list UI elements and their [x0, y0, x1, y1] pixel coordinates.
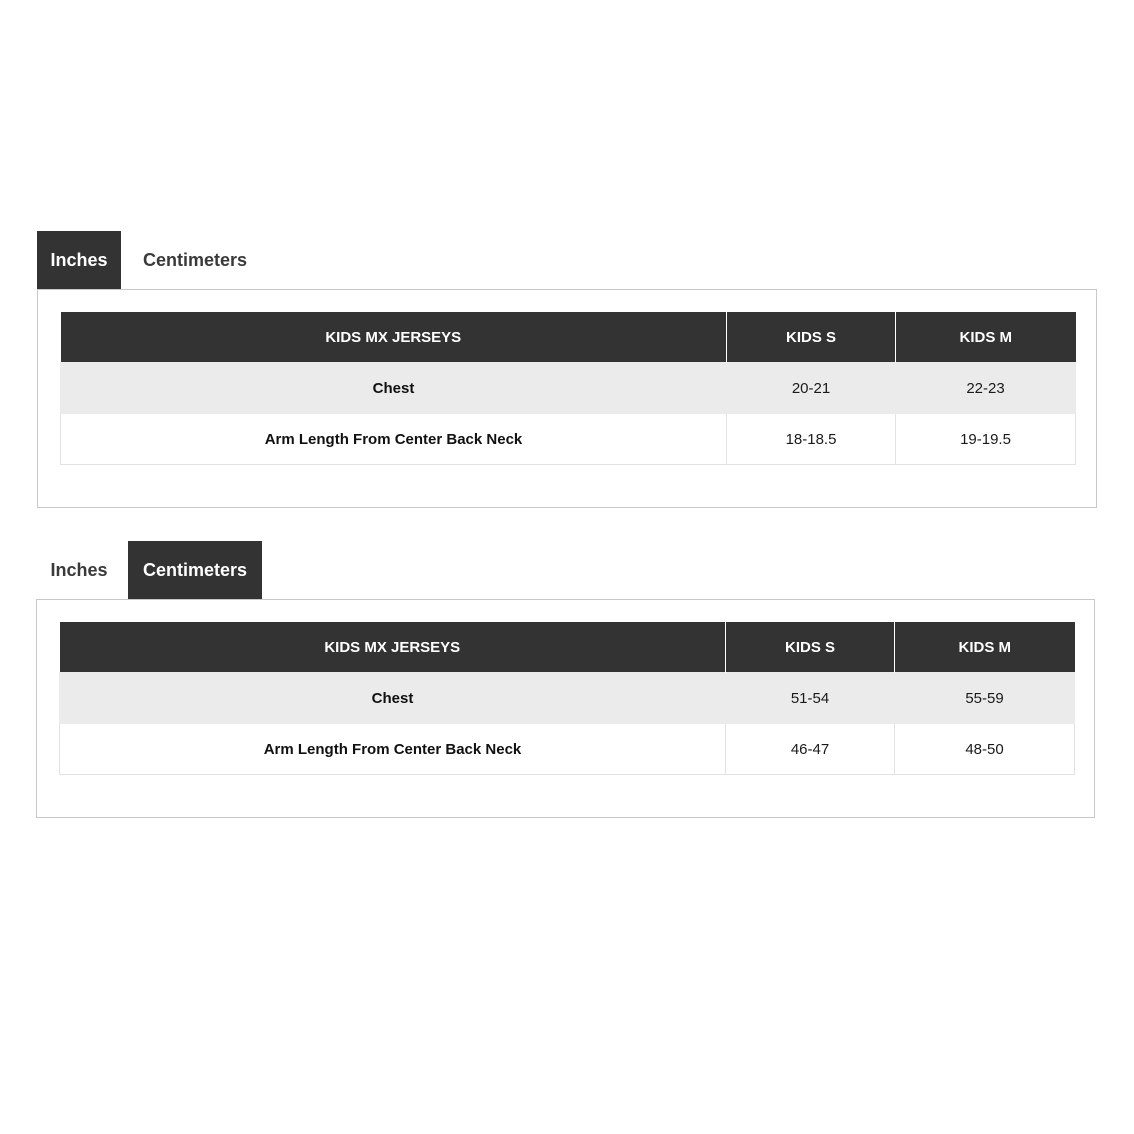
table-cell: 22-23: [896, 363, 1076, 414]
table-row: [60, 724, 1075, 775]
table-cell: 18-18.5: [727, 414, 896, 465]
table-cell: 20-21: [727, 363, 896, 414]
table-row: [61, 363, 1076, 414]
table-cell: 19-19.5: [896, 414, 1076, 465]
table-row: [60, 673, 1075, 724]
column-header-kids-s: KIDS S: [726, 622, 895, 673]
row-label-arm-length: Arm Length From Center Back Neck: [61, 414, 727, 465]
tab-centimeters[interactable]: Centimeters: [142, 250, 248, 270]
row-label-arm-length: Arm Length From Center Back Neck: [60, 724, 726, 775]
tab-centimeters[interactable]: Centimeters: [128, 541, 262, 600]
table-cell: 46-47: [726, 724, 895, 775]
tab-inches[interactable]: Inches: [37, 231, 121, 290]
size-table-panel: [37, 289, 1097, 508]
tab-inches[interactable]: Inches: [50, 560, 108, 580]
table-row: [61, 414, 1076, 465]
column-header-product: KIDS MX JERSEYS: [60, 622, 726, 673]
column-header-product: KIDS MX JERSEYS: [61, 312, 727, 363]
table-header-row: [61, 312, 1076, 363]
table-cell: 55-59: [895, 673, 1075, 724]
column-header-kids-m: KIDS M: [896, 312, 1076, 363]
table-cell: 51-54: [726, 673, 895, 724]
table-header-row: [60, 622, 1075, 673]
size-chart-centimeters: [0, 541, 1134, 758]
size-chart-inches: [0, 231, 1134, 448]
table-cell: 48-50: [895, 724, 1075, 775]
row-label-chest: Chest: [60, 673, 726, 724]
size-table-panel: [36, 599, 1095, 818]
column-header-kids-m: KIDS M: [895, 622, 1075, 673]
row-label-chest: Chest: [61, 363, 727, 414]
unit-tabs: [0, 231, 1134, 290]
size-table: [60, 312, 1076, 465]
column-header-kids-s: KIDS S: [727, 312, 896, 363]
unit-tabs: [0, 541, 1134, 600]
size-table: [59, 622, 1075, 775]
